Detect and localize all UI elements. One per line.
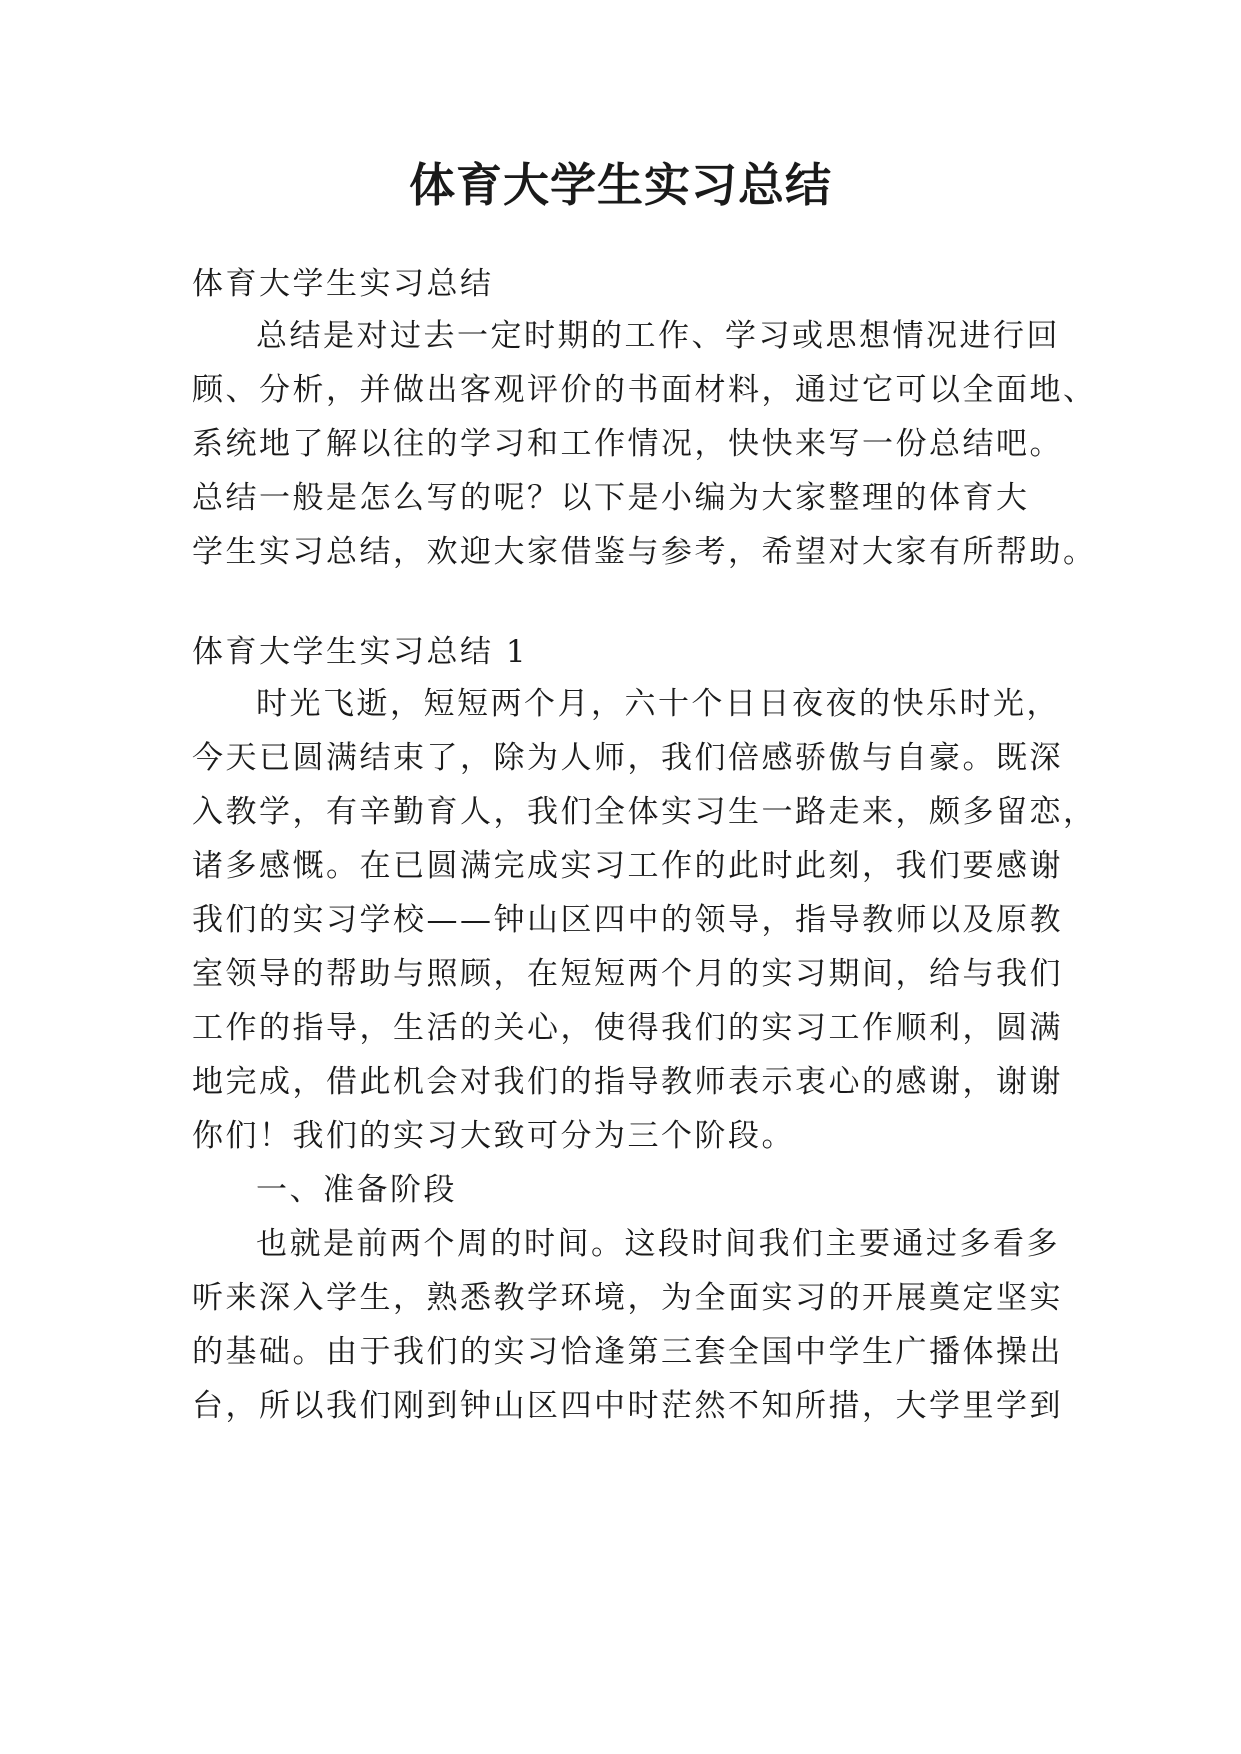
stage-line: 听来深入学生，熟悉教学环境，为全面实习的开展奠定坚实 [192,1280,1063,1316]
section-line: 今天已圆满结束了，除为人师，我们倍感骄傲与自豪。既深 [192,740,1063,776]
section-line: 我们的实习学校——钟山区四中的领导，指导教师以及原教 [192,902,1063,938]
section-line: 时光飞逝，短短两个月，六十个日日夜夜的快乐时光， [256,686,1060,722]
section-line: 室领导的帮助与照顾，在短短两个月的实习期间，给与我们 [192,956,1063,992]
stage-heading: 一、准备阶段 [256,1172,457,1208]
section-heading: 体育大学生实习总结 1 [192,634,529,670]
intro-line: 系统地了解以往的学习和工作情况，快快来写一份总结吧。 [192,426,1063,462]
stage-line: 也就是前两个周的时间。这段时间我们主要通过多看多 [256,1226,1060,1262]
subtitle: 体育大学生实习总结 [192,266,494,302]
intro-line: 顾、分析，并做出客观评价的书面材料，通过它可以全面地、 [192,372,1097,408]
section-line: 地完成，借此机会对我们的指导教师表示衷心的感谢，谢谢 [192,1064,1063,1100]
section-line: 诸多感慨。在已圆满完成实习工作的此时此刻，我们要感谢 [192,848,1063,884]
section-line: 工作的指导，生活的关心，使得我们的实习工作顺利，圆满 [192,1010,1063,1046]
document-title: 体育大学生实习总结 [409,158,832,212]
intro-line: 总结一般是怎么写的呢？以下是小编为大家整理的体育大 [192,480,1030,516]
intro-line: 总结是对过去一定时期的工作、学习或思想情况进行回 [256,318,1060,354]
stage-line: 台，所以我们刚到钟山区四中时茫然不知所措，大学里学到 [192,1388,1063,1424]
intro-line: 学生实习总结，欢迎大家借鉴与参考，希望对大家有所帮助。 [192,534,1097,570]
stage-line: 的基础。由于我们的实习恰逢第三套全国中学生广播体操出 [192,1334,1063,1370]
section-line: 你们！我们的实习大致可分为三个阶段。 [192,1118,795,1154]
section-line: 入教学，有辛勤育人，我们全体实习生一路走来，颇多留恋， [192,794,1097,830]
